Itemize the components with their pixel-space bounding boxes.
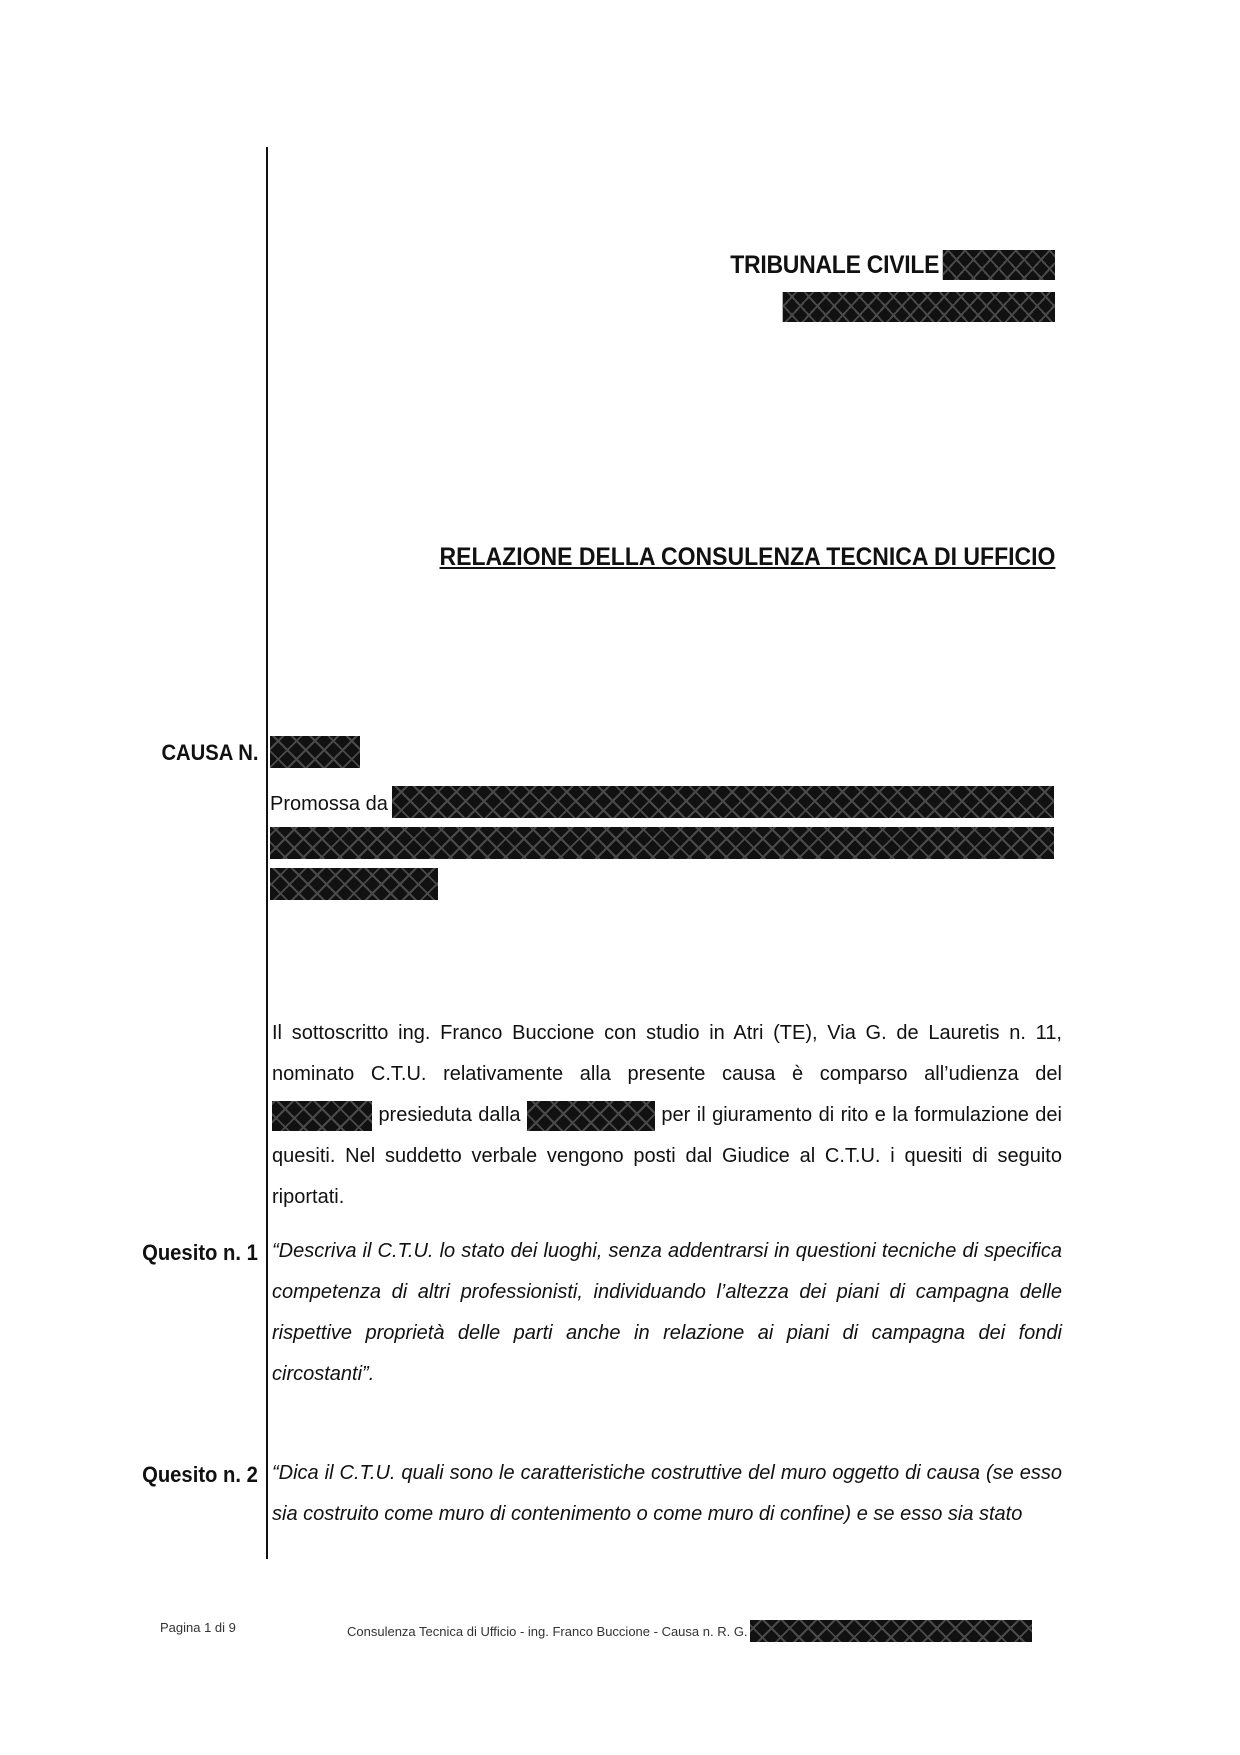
redaction-case-register — [750, 1620, 1032, 1642]
court-header — [730, 250, 1055, 322]
intro-text-1: Il sottoscritto ing. Franco Buccione con studio in Atri (TE), Via G. de Lauretis n. 11, nominato C.T.U. relativamente alla presente causa è comparso all’udienza del — [272, 1022, 1062, 1085]
margin-rule — [266, 147, 268, 1559]
footer-reference: Consulenza Tecnica di Ufficio - ing. Franco Buccione - Causa n. R. G. — [347, 1623, 748, 1639]
redaction-hearing-date — [272, 1101, 372, 1131]
intro-paragraph — [272, 1013, 1062, 1218]
report-title: RELAZIONE DELLA CONSULENZA TECNICA DI UFFICIO — [439, 543, 1055, 571]
question-2-text: “Dica il C.T.U. quali sono le caratteristiche costruttive del muro oggetto di causa (se esso sia costruito come muro di contenimento o come muro di confine) e se esso sia stato — [272, 1462, 1062, 1525]
redaction-judge-name — [527, 1101, 655, 1131]
question-2-label: Quesito n. 2 — [142, 1462, 258, 1487]
case-label: CAUSA N. — [161, 740, 259, 765]
footer-center-text — [347, 1620, 1032, 1642]
intro-text-2: presieduta dalla — [378, 1104, 521, 1126]
court-label: TRIBUNALE CIVILE — [730, 250, 940, 279]
intro-text-3: per il giuramento di rito e la formulazione dei quesiti. Nel suddetto verbale vengono posti dal Giudice al C.T.U. i quesiti di seguito riportati. — [272, 1104, 1062, 1208]
footer-page-number: Pagina 1 di 9 — [160, 1620, 236, 1635]
question-1-label: Quesito n. 1 — [142, 1240, 258, 1265]
redaction-parties-line-1 — [392, 786, 1054, 818]
redaction-court-section — [783, 292, 1055, 322]
redaction-court-city — [943, 250, 1055, 280]
redaction-parties-line-2 — [270, 827, 1054, 859]
redaction-case-number — [270, 736, 360, 768]
redaction-parties-line-3 — [270, 868, 438, 900]
promoted-by-label: Promossa da — [270, 793, 388, 815]
question-1-text: “Descriva il C.T.U. lo stato dei luoghi, senza addentrarsi in questioni tecniche di specifica competenza di altri professionisti, individuando l’altezza dei piani di campagna delle rispettive proprietà delle parti anche in relazione ai piani di campagna dei fondi circostanti”. — [272, 1240, 1062, 1385]
